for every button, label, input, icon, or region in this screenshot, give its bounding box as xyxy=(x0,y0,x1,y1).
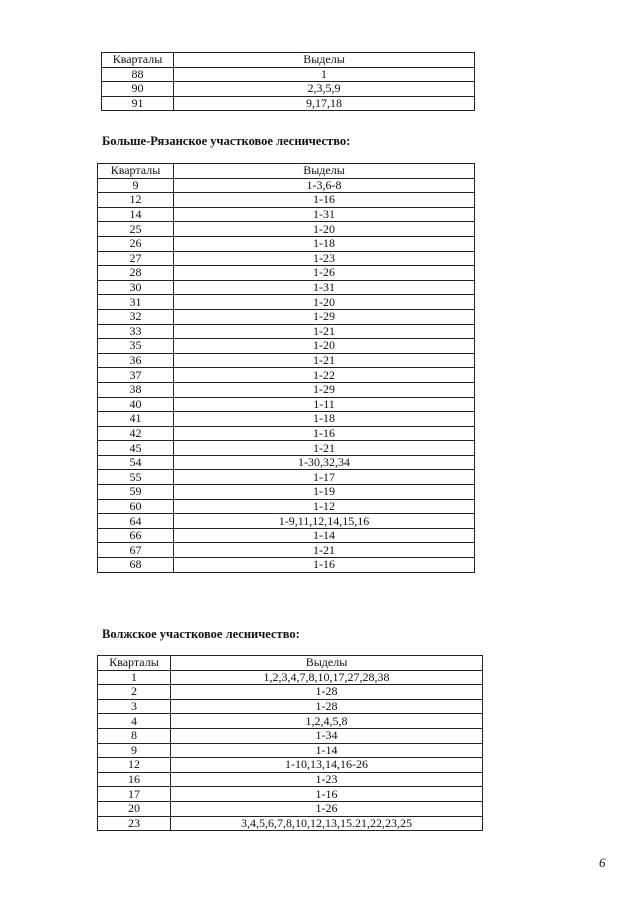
quarter-number-cell: 35 xyxy=(98,339,174,354)
quarter-number-cell: 14 xyxy=(98,207,174,222)
plot-list-cell: 1 xyxy=(174,67,475,82)
table-row xyxy=(98,178,475,193)
table-row xyxy=(98,251,475,266)
table-row xyxy=(98,412,475,427)
plot-list-cell: 1-34 xyxy=(171,728,483,743)
table-row xyxy=(98,714,483,729)
table-row xyxy=(98,280,475,295)
table-row xyxy=(98,455,475,470)
quarter-number-cell: 12 xyxy=(98,758,171,773)
quarter-number-cell: 4 xyxy=(98,714,171,729)
plot-list-cell: 1-14 xyxy=(171,743,483,758)
plot-list-cell: 1-20 xyxy=(174,222,475,237)
table-row xyxy=(98,685,483,700)
plot-list-cell: 1-26 xyxy=(171,801,483,816)
plot-list-cell: 1-30,32,34 xyxy=(174,455,475,470)
plot-list-cell: 1-23 xyxy=(174,251,475,266)
table-row xyxy=(98,787,483,802)
plot-list-cell: 1-9,11,12,14,15,16 xyxy=(174,514,475,529)
plot-list-cell: 1-21 xyxy=(174,324,475,339)
quarter-number-cell: 9 xyxy=(98,743,171,758)
plot-list-cell: 1-16 xyxy=(174,426,475,441)
quarter-number-cell: 23 xyxy=(98,816,171,831)
table-volzhskoe xyxy=(97,655,483,831)
table-row xyxy=(98,309,475,324)
plot-list-cell: 1-29 xyxy=(174,309,475,324)
plot-list-cell: 1-18 xyxy=(174,412,475,427)
quarter-number-cell: 8 xyxy=(98,728,171,743)
plot-list-cell: 1-29 xyxy=(174,382,475,397)
quarter-number-cell: 67 xyxy=(98,543,174,558)
quarter-number-cell: 90 xyxy=(102,82,174,97)
table-row xyxy=(98,266,475,281)
quarter-number-cell: 91 xyxy=(102,96,174,111)
quarter-number-cell: 88 xyxy=(102,67,174,82)
quarter-number-cell: 28 xyxy=(98,266,174,281)
plot-list-cell: 1,2,4,5,8 xyxy=(171,714,483,729)
plot-list-cell: 1-21 xyxy=(174,353,475,368)
quarter-number-cell: 41 xyxy=(98,412,174,427)
plot-list-cell: 1-16 xyxy=(174,558,475,573)
table-row xyxy=(98,353,475,368)
table-row xyxy=(98,499,475,514)
table-row xyxy=(98,528,475,543)
plot-list-cell: 1-31 xyxy=(174,280,475,295)
quarter-number-cell: 30 xyxy=(98,280,174,295)
quarter-number-cell: 66 xyxy=(98,528,174,543)
table-row xyxy=(98,222,475,237)
plot-list-cell: 1-20 xyxy=(174,339,475,354)
quarter-number-cell: 68 xyxy=(98,558,174,573)
table-row xyxy=(98,339,475,354)
plot-list-cell: 1-14 xyxy=(174,528,475,543)
column-header-quarters: Кварталы xyxy=(98,164,174,179)
table-row xyxy=(98,295,475,310)
plot-list-cell: 1-28 xyxy=(171,699,483,714)
plot-list-cell: 1-11 xyxy=(174,397,475,412)
plot-list-cell: 1-22 xyxy=(174,368,475,383)
table-forest-quarters-1 xyxy=(101,52,475,111)
table-row xyxy=(98,772,483,787)
quarter-number-cell: 16 xyxy=(98,772,171,787)
quarter-number-cell: 12 xyxy=(98,193,174,208)
table-bolshe-ryazanskoe xyxy=(97,163,475,573)
table-row xyxy=(98,368,475,383)
quarter-number-cell: 32 xyxy=(98,309,174,324)
table-row xyxy=(98,558,475,573)
plot-list-cell: 1-17 xyxy=(174,470,475,485)
quarter-number-cell: 45 xyxy=(98,441,174,456)
quarter-number-cell: 38 xyxy=(98,382,174,397)
table-header-row xyxy=(102,53,475,68)
quarter-number-cell: 59 xyxy=(98,485,174,500)
table-row xyxy=(98,397,475,412)
table-row xyxy=(98,816,483,831)
table-row xyxy=(98,699,483,714)
plot-list-cell: 1-26 xyxy=(174,266,475,281)
quarter-number-cell: 55 xyxy=(98,470,174,485)
quarter-number-cell: 60 xyxy=(98,499,174,514)
quarter-number-cell: 26 xyxy=(98,236,174,251)
table-row xyxy=(102,67,475,82)
quarter-number-cell: 31 xyxy=(98,295,174,310)
quarter-number-cell: 27 xyxy=(98,251,174,266)
section-heading-volzhskoe: Волжское участковое лесничество: xyxy=(102,627,300,641)
plot-list-cell: 3,4,5,6,7,8,10,12,13,15.21,22,23,25 xyxy=(171,816,483,831)
table-row xyxy=(102,96,475,111)
quarter-number-cell: 54 xyxy=(98,455,174,470)
table-row xyxy=(98,743,483,758)
table-row xyxy=(98,485,475,500)
plot-list-cell: 1-20 xyxy=(174,295,475,310)
table-row xyxy=(98,441,475,456)
column-header-plots: Выделы xyxy=(174,164,475,179)
column-header-quarters: Кварталы xyxy=(102,53,174,68)
quarter-number-cell: 1 xyxy=(98,670,171,685)
plot-list-cell: 1-21 xyxy=(174,543,475,558)
table-row xyxy=(98,543,475,558)
plot-list-cell: 1-31 xyxy=(174,207,475,222)
plot-list-cell: 1-10,13,14,16-26 xyxy=(171,758,483,773)
quarter-number-cell: 9 xyxy=(98,178,174,193)
plot-list-cell: 1,2,3,4,7,8,10,17,27,28,38 xyxy=(171,670,483,685)
plot-list-cell: 1-18 xyxy=(174,236,475,251)
table-header-row xyxy=(98,164,475,179)
table-row xyxy=(98,758,483,773)
quarter-number-cell: 40 xyxy=(98,397,174,412)
plot-list-cell: 1-3,6-8 xyxy=(174,178,475,193)
quarter-number-cell: 17 xyxy=(98,787,171,802)
quarter-number-cell: 20 xyxy=(98,801,171,816)
quarter-number-cell: 2 xyxy=(98,685,171,700)
plot-list-cell: 1-23 xyxy=(171,772,483,787)
plot-list-cell: 1-12 xyxy=(174,499,475,514)
column-header-quarters: Кварталы xyxy=(98,656,171,671)
quarter-number-cell: 3 xyxy=(98,699,171,714)
table-row xyxy=(98,514,475,529)
plot-list-cell: 1-19 xyxy=(174,485,475,500)
quarter-number-cell: 33 xyxy=(98,324,174,339)
table-row xyxy=(98,426,475,441)
quarter-number-cell: 36 xyxy=(98,353,174,368)
plot-list-cell: 2,3,5,9 xyxy=(174,82,475,97)
quarter-number-cell: 64 xyxy=(98,514,174,529)
table-header-row xyxy=(98,656,483,671)
plot-list-cell: 1-21 xyxy=(174,441,475,456)
section-heading-bolshe-ryazanskoe: Больше-Рязанское участковое лесничество: xyxy=(102,134,351,148)
table-row xyxy=(98,801,483,816)
column-header-plots: Выделы xyxy=(174,53,475,68)
table-row xyxy=(102,82,475,97)
table-row xyxy=(98,382,475,397)
table-row xyxy=(98,236,475,251)
plot-list-cell: 1-28 xyxy=(171,685,483,700)
table-row xyxy=(98,728,483,743)
table-row xyxy=(98,470,475,485)
plot-list-cell: 9,17,18 xyxy=(174,96,475,111)
quarter-number-cell: 42 xyxy=(98,426,174,441)
page-number: 6 xyxy=(599,855,606,870)
quarter-number-cell: 25 xyxy=(98,222,174,237)
table-row xyxy=(98,324,475,339)
table-row xyxy=(98,207,475,222)
plot-list-cell: 1-16 xyxy=(174,193,475,208)
column-header-plots: Выделы xyxy=(171,656,483,671)
plot-list-cell: 1-16 xyxy=(171,787,483,802)
table-row xyxy=(98,670,483,685)
quarter-number-cell: 37 xyxy=(98,368,174,383)
table-row xyxy=(98,193,475,208)
